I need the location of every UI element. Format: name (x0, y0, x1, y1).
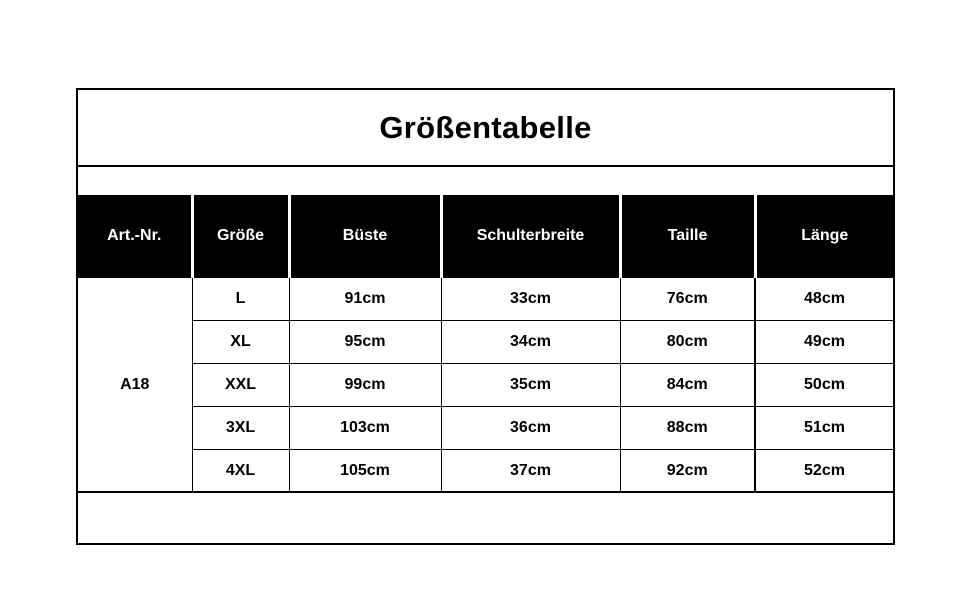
cell-waist: 84cm (620, 364, 755, 407)
cell-shoulder: 33cm (441, 278, 620, 321)
bottom-empty-row (78, 491, 893, 543)
header-row (78, 195, 893, 278)
header-length: Länge (755, 195, 893, 278)
table-row (78, 364, 893, 407)
cell-waist: 76cm (620, 278, 755, 321)
cell-waist: 80cm (620, 321, 755, 364)
cell-bust: 103cm (289, 407, 441, 450)
cell-bust: 105cm (289, 450, 441, 493)
header-art-no: Art.-Nr. (78, 195, 192, 278)
cell-shoulder: 35cm (441, 364, 620, 407)
cell-length: 48cm (755, 278, 893, 321)
header-shoulder-width: Schulterbreite (441, 195, 620, 278)
cell-shoulder: 37cm (441, 450, 620, 493)
cell-size: 3XL (192, 407, 289, 450)
header-bust: Büste (289, 195, 441, 278)
article-number: A18 (78, 278, 192, 493)
header-size: Größe (192, 195, 289, 278)
cell-length: 52cm (755, 450, 893, 493)
cell-bust: 91cm (289, 278, 441, 321)
table-row (78, 321, 893, 364)
cell-size: XL (192, 321, 289, 364)
cell-length: 49cm (755, 321, 893, 364)
cell-bust: 95cm (289, 321, 441, 364)
cell-length: 51cm (755, 407, 893, 450)
page-title: Größentabelle (379, 109, 592, 145)
size-table (78, 195, 893, 493)
cell-waist: 88cm (620, 407, 755, 450)
table-row (78, 407, 893, 450)
table-row (78, 278, 893, 321)
cell-shoulder: 34cm (441, 321, 620, 364)
size-chart-sheet (76, 88, 895, 545)
cell-bust: 99cm (289, 364, 441, 407)
cell-waist: 92cm (620, 450, 755, 493)
title-row (78, 90, 893, 167)
cell-size: XXL (192, 364, 289, 407)
cell-shoulder: 36cm (441, 407, 620, 450)
cell-size: L (192, 278, 289, 321)
cell-length: 50cm (755, 364, 893, 407)
spacer-row (78, 167, 893, 195)
header-waist: Taille (620, 195, 755, 278)
cell-size: 4XL (192, 450, 289, 493)
table-row (78, 450, 893, 493)
